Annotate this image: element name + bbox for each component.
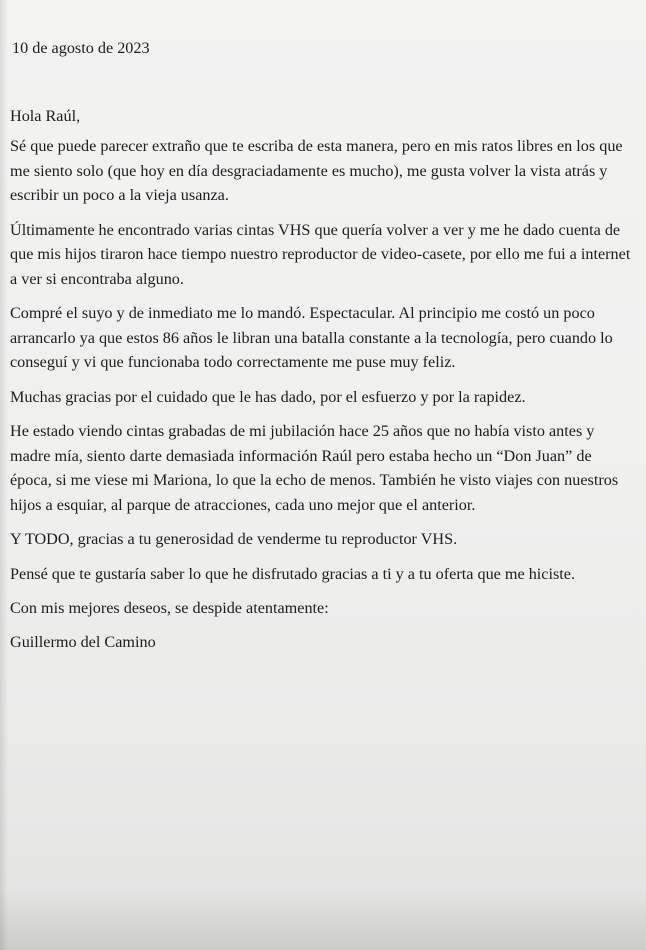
paragraph-1: Sé que puede parecer extraño que te escriba de esta manera, pero en mis ratos libres en los que me siento solo (que hoy en día desgraciadamente es mucho), me gusta volver la vista atrás y escribir un poco a la vieja usanza.	[10, 137, 623, 204]
paragraph-4: Muchas gracias por el cuidado que le has dado, por el esfuerzo y por la rapidez.	[10, 387, 526, 406]
paragraph-2: Últimamente he encontrado varias cintas VHS que quería volver a ver y me he dado cuenta de que mis hijos tiraron hace tiempo nuestro reproductor de video-casete, por ello me fui a internet a ver si encontraba alguno.	[10, 220, 631, 288]
paragraph-6: Y TODO, gracias a tu generosidad de venderme tu reproductor VHS.	[10, 530, 458, 548]
paragraph-3: Compré el suyo y de inmediato me lo mandó. Espectacular. Al principio me costó un poco arrancarlo ya que estos 86 años le libran una batalla constante a la tecnología, pero cuando lo conseguí y vi que funcionaba todo correctamente me puse muy feliz.	[10, 304, 613, 371]
letter-closing: Con mis mejores deseos, se despide atentamente:	[10, 599, 329, 617]
letter-greeting: Hola Raúl,	[10, 106, 81, 125]
paragraph-5: He estado viendo cintas grabadas de mi jubilación hace 25 años que no había visto antes y madre mía, siento darte demasiada información Raúl pero estaba hecho un “Don Juan” de época, si me viese mi Mariona, lo que la echo de menos. También he visto viajes con nuestros hijos a esquiar, al parque de atracciones, cada uno mejor que el anterior.	[10, 422, 619, 514]
letter-page	[7, 36, 637, 654]
paragraph-7: Pensé que te gustaría saber lo que he disfrutado gracias a ti y a tu oferta que me hiciste.	[10, 564, 576, 583]
letter-signature: Guillermo del Camino	[10, 632, 156, 651]
letter-date: 10 de agosto de 2023	[12, 39, 150, 57]
paper-bottom-shadow	[0, 890, 646, 950]
